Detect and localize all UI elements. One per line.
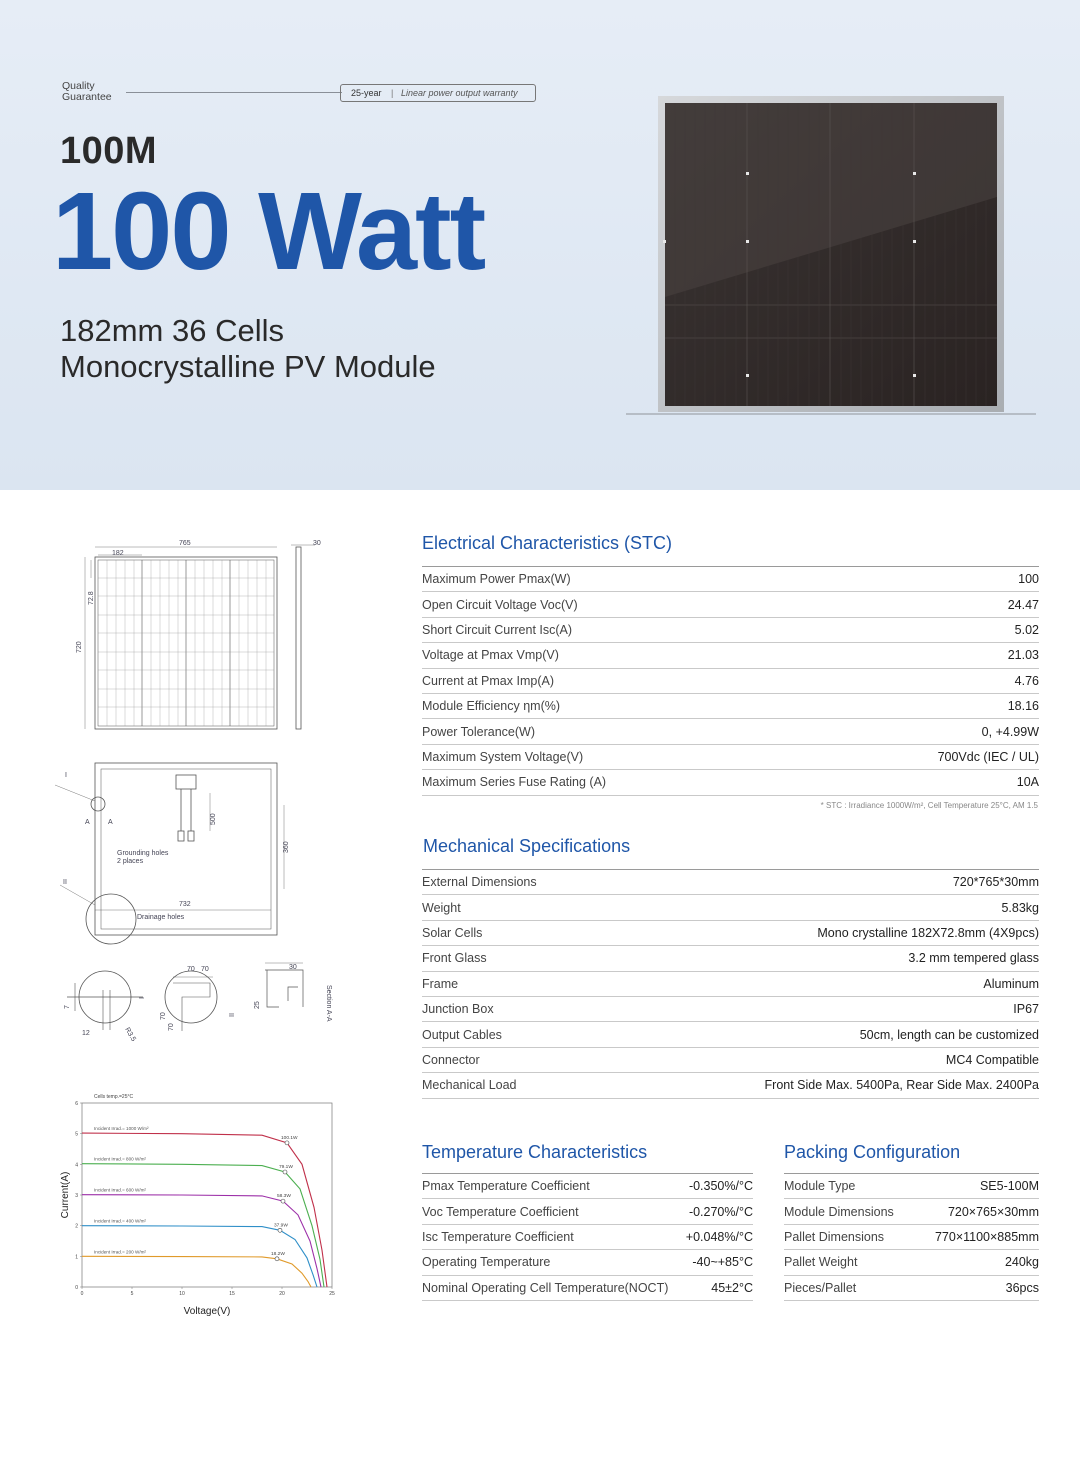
table-row — [784, 1224, 1039, 1249]
warranty-text: Linear power output warranty — [401, 88, 518, 98]
mark-i: I — [65, 772, 67, 779]
table-row — [784, 1250, 1039, 1275]
pmax-label: 37.9W — [274, 1223, 288, 1229]
mechanical-title: Mechanical Specifications — [423, 836, 631, 856]
series-label: Incident Irrad.= 1000 W/m² — [94, 1126, 149, 1132]
spec-label: Connector — [422, 1047, 604, 1072]
x-tick-label: 20 — [279, 1291, 285, 1297]
warranty-badge — [340, 84, 536, 102]
mark-a-right: A — [108, 819, 113, 826]
spec-value: IP67 — [604, 996, 1039, 1021]
temperature-table — [422, 1173, 753, 1301]
dim-7: 7 — [64, 1005, 71, 1009]
dim-30: 30 — [313, 540, 321, 547]
spec-value: 720*765*30mm — [604, 870, 1039, 895]
table-row — [422, 1250, 753, 1275]
mpp-point — [278, 1228, 282, 1232]
spec-label: Output Cables — [422, 1022, 604, 1047]
y-tick-label: 1 — [75, 1254, 78, 1261]
spec-label: Operating Temperature — [422, 1250, 682, 1275]
table-row — [422, 996, 1039, 1021]
spec-label: Short Circuit Current Isc(A) — [422, 617, 820, 642]
table-row — [422, 1199, 753, 1224]
dim-70-a: 70 — [187, 966, 195, 973]
x-tick-label: 25 — [329, 1291, 335, 1297]
spec-label: Open Circuit Voltage Voc(V) — [422, 592, 820, 617]
table-row — [784, 1275, 1039, 1300]
spec-value: 100 — [820, 567, 1039, 592]
spec-value: 21.03 — [820, 643, 1039, 668]
series-label: Incident Irrad.= 800 W/m² — [94, 1156, 146, 1162]
y-tick-label: 6 — [75, 1101, 78, 1107]
mpp-point — [283, 1170, 287, 1174]
table-row — [422, 693, 1039, 718]
dim-70-b: 70 — [201, 966, 209, 973]
spec-value: 720×765×30mm — [915, 1199, 1039, 1224]
guarantee-line: Guarantee — [62, 91, 112, 103]
table-row — [422, 1224, 753, 1249]
table-row — [422, 870, 1039, 895]
subtitle-cells: 182mm 36 Cells — [60, 313, 284, 348]
spec-value: Front Side Max. 5400Pa, Rear Side Max. 2400Pa — [604, 1073, 1039, 1098]
spec-value: -0.350%/°C — [682, 1174, 753, 1199]
warranty-years: 25-year — [351, 88, 382, 98]
spec-value: Mono crystalline 182X72.8mm (4X9pcs) — [604, 920, 1039, 945]
pmax-label: 18.2W — [271, 1251, 285, 1257]
headline-wattage: 100 Watt — [52, 170, 485, 293]
spec-value: 0, +4.99W — [820, 719, 1039, 744]
packing-title: Packing Configuration — [784, 1142, 961, 1162]
mark-ii-detail: II — [227, 1013, 234, 1017]
pmax-label: 100.1W — [281, 1135, 298, 1141]
spec-value: 700Vdc (IEC / UL) — [820, 744, 1039, 769]
dim-70-c: 70 — [160, 1012, 167, 1020]
x-tick-label: 15 — [229, 1291, 235, 1297]
spec-label: Mechanical Load — [422, 1073, 604, 1098]
table-row — [422, 719, 1039, 744]
series-label: Incident Irrad.= 400 W/m² — [94, 1218, 146, 1224]
spec-label: Voltage at Pmax Vmp(V) — [422, 643, 820, 668]
temperature-title: Temperature Characteristics — [422, 1142, 648, 1162]
spec-label: Module Efficiency ηm(%) — [422, 693, 820, 718]
dim-360: 360 — [283, 841, 290, 853]
spec-label: Weight — [422, 895, 604, 920]
dim-765: 765 — [179, 540, 191, 547]
grounding-places-label: 2 places — [117, 858, 144, 865]
spec-label: Junction Box — [422, 996, 604, 1021]
dim-r3-5: R3.5 — [123, 1026, 137, 1043]
chart-subtitle: Cells temp.=25°C — [94, 1094, 134, 1100]
dim-12: 12 — [82, 1030, 90, 1037]
y-axis-label: Current(A) — [60, 1171, 71, 1219]
electrical-title: Electrical Characteristics (STC) — [422, 533, 673, 553]
series-label: Incident Irrad.= 200 W/m² — [94, 1249, 146, 1255]
electrical-table — [422, 566, 1039, 796]
spec-value: SE5-100M — [915, 1174, 1039, 1199]
table-row — [422, 895, 1039, 920]
x-tick-label: 10 — [179, 1291, 185, 1297]
iv-curve-line — [82, 1195, 321, 1287]
dim-500: 500 — [210, 813, 217, 825]
dim-182: 182 — [112, 550, 124, 557]
iv-curve-chart — [55, 1088, 345, 1320]
section-a-a-label: Section A-A — [325, 985, 332, 1022]
spec-value: 36pcs — [915, 1275, 1039, 1300]
dim-70-d: 70 — [168, 1023, 175, 1031]
spec-label: Module Type — [784, 1174, 915, 1199]
mark-a-left: A — [85, 819, 90, 826]
table-row — [422, 668, 1039, 693]
spec-value: 5.02 — [820, 617, 1039, 642]
spec-label: Module Dimensions — [784, 1199, 915, 1224]
spec-label: Pmax Temperature Coefficient — [422, 1174, 682, 1199]
spec-value: 5.83kg — [604, 895, 1039, 920]
dim-720: 720 — [76, 641, 83, 653]
spec-value: 3.2 mm tempered glass — [604, 946, 1039, 971]
spec-label: Voc Temperature Coefficient — [422, 1199, 682, 1224]
spec-value: 18.16 — [820, 693, 1039, 718]
spec-value: +0.048%/°C — [682, 1224, 753, 1249]
dim-72-8: 72.8 — [88, 591, 95, 605]
mark-ii: II — [63, 879, 67, 886]
mpp-point — [285, 1141, 289, 1145]
table-row — [422, 1174, 753, 1199]
table-row — [422, 567, 1039, 592]
spec-value: Aluminum — [604, 971, 1039, 996]
pmax-label: 58.3W — [277, 1194, 291, 1200]
solar-panel-image — [620, 92, 1040, 422]
y-tick-label: 5 — [75, 1131, 78, 1138]
spec-label: Power Tolerance(W) — [422, 719, 820, 744]
spec-value: MC4 Compatible — [604, 1047, 1039, 1072]
spec-label: Maximum Power Pmax(W) — [422, 567, 820, 592]
dim-30-section: 30 — [289, 964, 297, 971]
x-axis-label: Voltage(V) — [183, 1306, 231, 1317]
spec-label: Solar Cells — [422, 920, 604, 945]
grounding-holes-label: Grounding holes — [117, 850, 169, 857]
subtitle-module-type: Monocrystalline PV Module — [60, 349, 436, 384]
spec-value: 10A — [820, 770, 1039, 795]
spec-value: 770×1100×885mm — [915, 1224, 1039, 1249]
spec-value: 50cm, length can be customized — [604, 1022, 1039, 1047]
table-row — [422, 1022, 1039, 1047]
table-row — [784, 1174, 1039, 1199]
spec-label: External Dimensions — [422, 870, 604, 895]
mark-i-detail: I — [137, 997, 144, 999]
spec-label: Frame — [422, 971, 604, 996]
table-row — [422, 920, 1039, 945]
spec-value: 240kg — [915, 1250, 1039, 1275]
mpp-point — [281, 1199, 285, 1203]
spec-value: 24.47 — [820, 592, 1039, 617]
spec-label: Pallet Weight — [784, 1250, 915, 1275]
quality-guarantee — [62, 81, 112, 103]
spec-value: 45±2°C — [682, 1275, 753, 1300]
table-row — [422, 946, 1039, 971]
spec-label: Front Glass — [422, 946, 604, 971]
quality-line: Quality — [62, 80, 95, 92]
spec-label: Current at Pmax Imp(A) — [422, 668, 820, 693]
x-tick-label: 5 — [130, 1291, 134, 1297]
x-tick-label: 0 — [80, 1291, 84, 1297]
table-row — [422, 1275, 753, 1300]
spec-label: Nominal Operating Cell Temperature(NOCT) — [422, 1275, 682, 1300]
mechanical-table — [422, 869, 1039, 1099]
spec-label: Isc Temperature Coefficient — [422, 1224, 682, 1249]
table-row — [422, 617, 1039, 642]
divider-line — [126, 92, 342, 93]
packing-table — [784, 1173, 1039, 1301]
table-row — [422, 744, 1039, 769]
table-row — [422, 770, 1039, 795]
dim-732: 732 — [179, 901, 191, 908]
series-label: Incident Irrad.= 600 W/m² — [94, 1187, 146, 1193]
warranty-separator: | — [391, 88, 394, 98]
table-row — [784, 1199, 1039, 1224]
mpp-point — [275, 1257, 279, 1261]
table-row — [422, 1073, 1039, 1098]
spec-value: 4.76 — [820, 668, 1039, 693]
table-row — [422, 971, 1039, 996]
table-row — [422, 1047, 1039, 1072]
spec-value: -0.270%/°C — [682, 1199, 753, 1224]
spec-value: -40~+85°C — [682, 1250, 753, 1275]
model-name: 100M — [60, 130, 158, 172]
y-tick-label: 4 — [75, 1162, 78, 1169]
spec-label: Pallet Dimensions — [784, 1224, 915, 1249]
dim-25: 25 — [254, 1001, 261, 1009]
hero-banner — [0, 0, 1080, 490]
table-row — [422, 592, 1039, 617]
spec-label: Maximum System Voltage(V) — [422, 744, 820, 769]
y-tick-label: 0 — [75, 1285, 78, 1291]
stc-note: * STC : Irradiance 1000W/m², Cell Temperature 25°C, AM 1.5 — [820, 801, 1038, 810]
y-tick-label: 3 — [75, 1193, 78, 1199]
y-tick-label: 2 — [75, 1223, 78, 1230]
spec-label: Pieces/Pallet — [784, 1275, 915, 1300]
technical-drawings — [55, 535, 345, 1055]
drainage-holes-label: Drainage holes — [137, 914, 185, 921]
pmax-label: 79.1W — [279, 1165, 293, 1170]
table-row — [422, 643, 1039, 668]
spec-label: Maximum Series Fuse Rating (A) — [422, 770, 820, 795]
